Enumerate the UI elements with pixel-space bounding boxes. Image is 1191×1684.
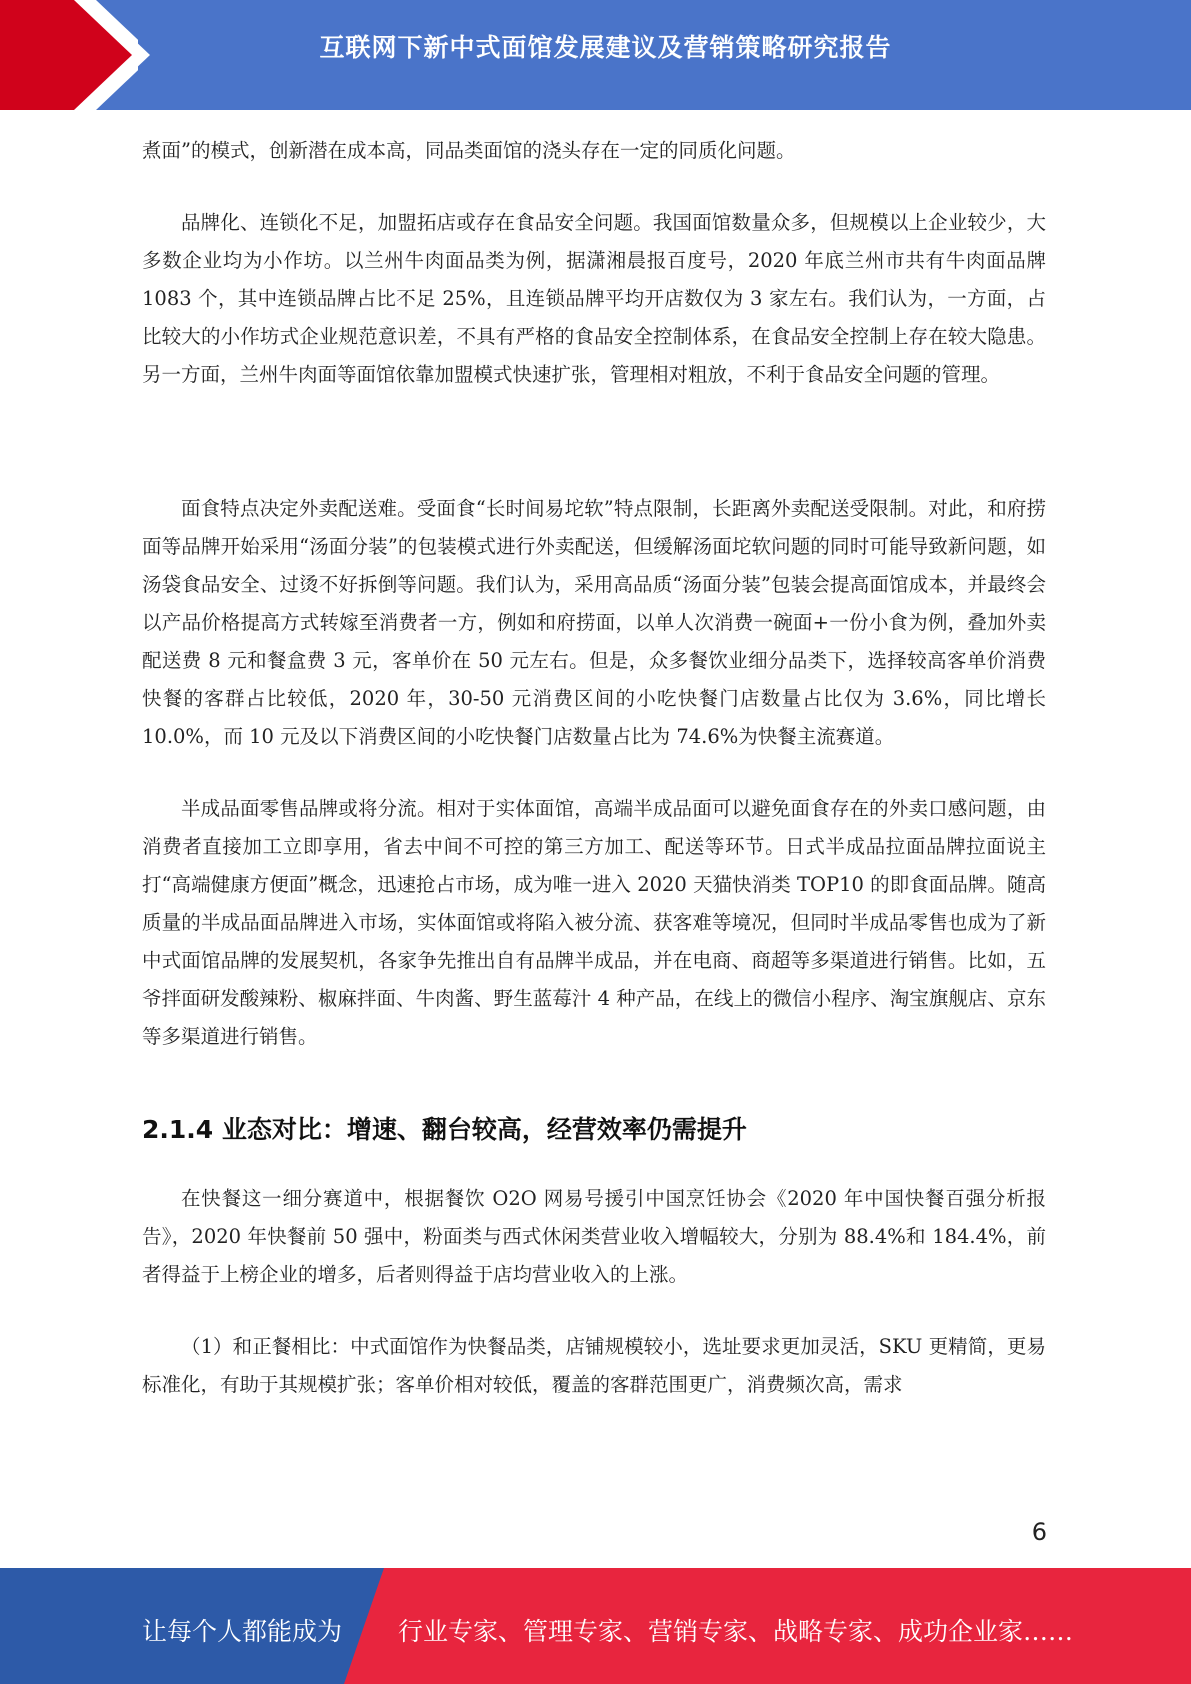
footer-slogan-right: 行业专家、管理专家、营销专家、战略专家、成功企业家…… — [398, 1617, 1074, 1646]
paragraph-semi-finished: 半成品面零售品牌或将分流。相对于实体面馆，高端半成品面可以避免面食存在的外卖口感问题，由消费者直接加工立即享用，省去中间不可控的第三方加工、配送等环节。日式半成品拉面品牌拉面说主打“高端健康方便面”概念，迅速抢占市场，成为唯一进入 2020 天猫快消类 TOP10 的即食面品牌。随高质量的半成品面品牌进入市场，实体面馆或将陷入被分流、获客难等境况，但同时半成品零售也成为了新中式面馆品牌的发展契机，各家争先推出自有品牌半成品，并在电商、商超等多渠道进行销售。比如，五爷拌面研发酸辣粉、椒麻拌面、牛肉酱、野生蓝莓汁 4 种产品，在线上的微信小程序、淘宝旗舰店、京东等多渠道进行销售。 — [142, 797, 1046, 1048]
paragraph-continuation: 煮面”的模式，创新潜在成本高，同品类面馆的浇头存在一定的同质化问题。 — [142, 139, 796, 162]
report-title: 互联网下新中式面馆发展建议及营销策略研究报告 — [319, 33, 892, 62]
footer-slogan-left: 让每个人都能成为 — [142, 1617, 343, 1646]
page-header — [0, 0, 1191, 110]
paragraph-delivery: 面食特点决定外卖配送难。受面食“长时间易坨软”特点限制，长距离外卖配送受限制。对此，和府捞面等品牌开始采用“汤面分装”的包装模式进行外卖配送，但缓解汤面坨软问题的同时可能导致新问题，如汤袋食品安全、过烫不好拆倒等问题。我们认为，采用高品质“汤面分装”包装会提高面馆成本，并最终会以产品价格提高方式转嫁至消费者一方，例如和府捞面，以单人次消费一碗面+一份小食为例，叠加外卖配送费 8 元和餐盒费 3 元，客单价在 50 元左右。但是，众多餐饮业细分品类下，选择较高客单价消费快餐的客群占比较低，2020 年，30-50 元消费区间的小吃快餐门店数量占比仅为 3.6%，同比增长 10.0%，而 10 元及以下消费区间的小吃快餐门店数量占比为 74.6%为快餐主流赛道。 — [142, 497, 1046, 748]
page-footer — [0, 1568, 1191, 1684]
page-number: 6 — [1031, 1518, 1047, 1546]
paragraph-branding: 品牌化、连锁化不足，加盟拓店或存在食品安全问题。我国面馆数量众多，但规模以上企业较少，大多数企业均为小作坊。以兰州牛肉面品类为例，据潇湘晨报百度号，2020 年底兰州市共有牛肉面品牌 1083 个，其中连锁品牌占比不足 25%，且连锁品牌平均开店数仅为 3 家左右。我们认为，一方面，占比较大的小作坊式企业规范意识差，不具有严格的食品安全控制体系，在食品安全控制上存在较大隐患。另一方面，兰州牛肉面等面馆依靠加盟模式快速扩张，管理相对粗放，不利于食品安全问题的管理。 — [142, 211, 1046, 386]
section-heading: 2.1.4 业态对比：增速、翻台较高，经营效率仍需提升 — [142, 1115, 747, 1144]
paragraph-fastfood: 在快餐这一细分赛道中，根据餐饮 O2O 网易号援引中国烹饪协会《2020 年中国快餐百强分析报告》，2020 年快餐前 50 强中，粉面类与西式休闲类营业收入增幅较大，分别为 88.4%和 184.4%，前者得益于上榜企业的增多，后者则得益于店均营业收入的上涨。 — [142, 1187, 1046, 1286]
paragraph-comparison: （1）和正餐相比：中式面馆作为快餐品类，店铺规模较小，选址要求更加灵活，SKU 更精简，更易标准化，有助于其规模扩张；客单价相对较低，覆盖的客群范围更广，消费频次高，需求 — [142, 1335, 1046, 1396]
document-body — [142, 132, 1046, 1404]
